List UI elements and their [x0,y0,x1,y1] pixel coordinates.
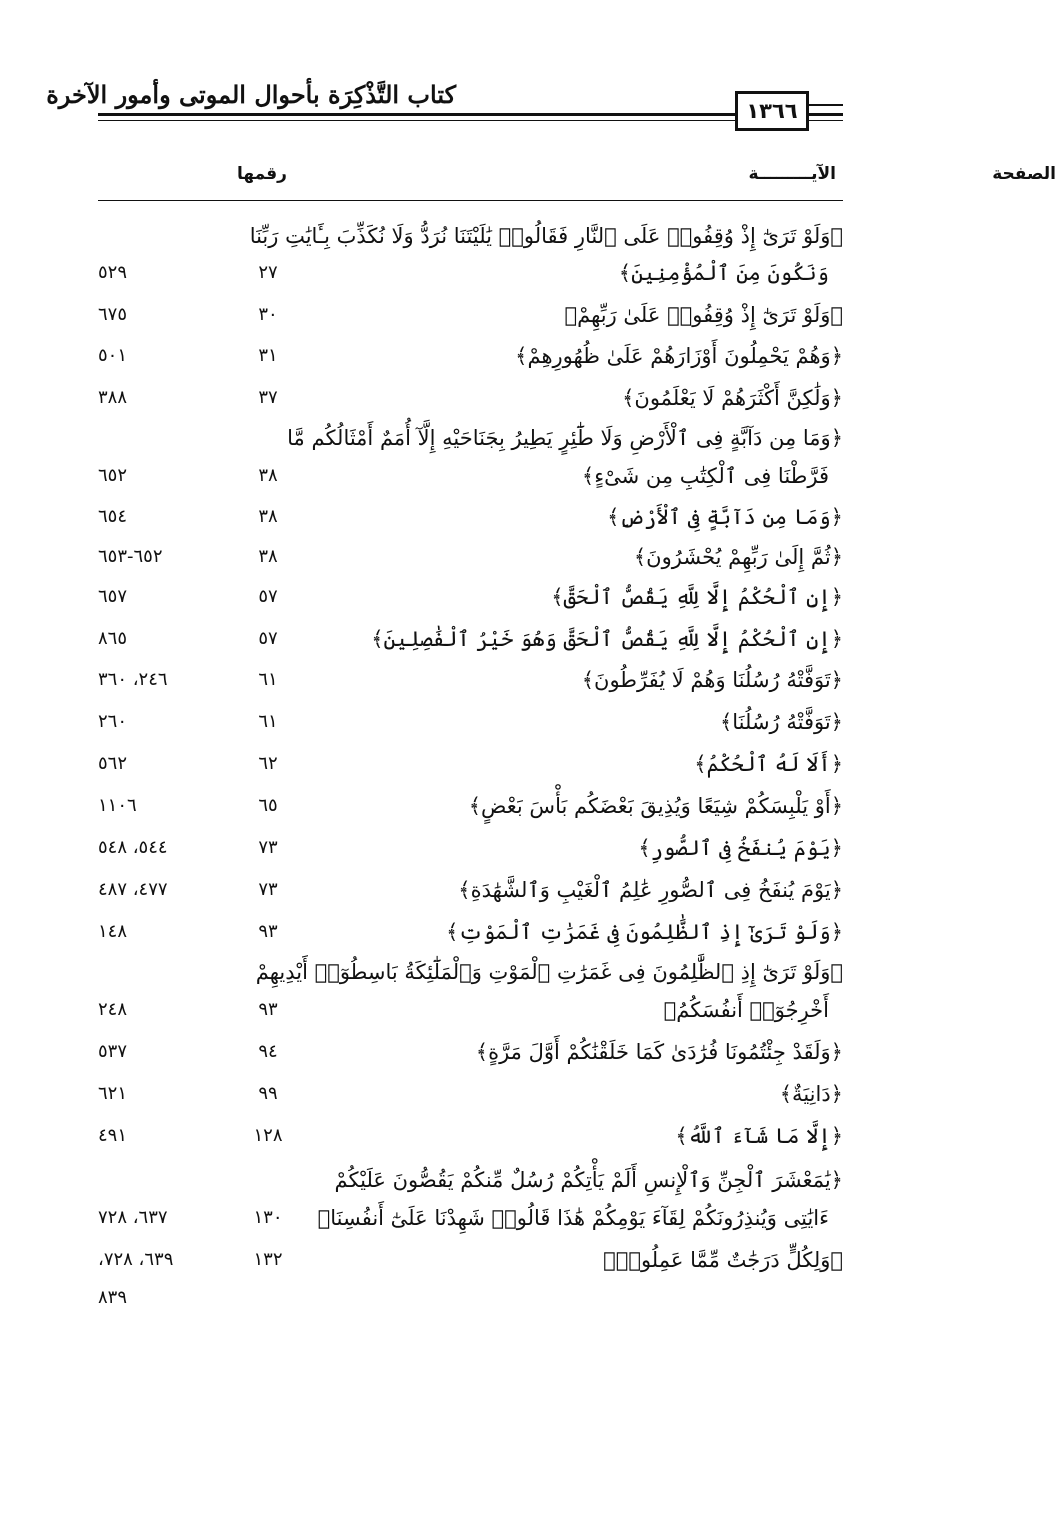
verse-cell: ﴿يَوْمَ يُنفَخُ فِى ٱلصُّورِ﴾ [638,836,843,860]
header-rule-thick [98,113,843,116]
verse-cell: ﴿إِلَّا مَا شَآءَ ٱللَّهُ﴾ [675,1124,843,1148]
table-row [98,990,843,1030]
verse-number-cell: ٣٧ [258,387,278,408]
verse-cell: ﴿أَوْ يَلْبِسَكُمْ شِيَعًا وَيُذِيقَ بَعْضَكُم بَأْسَ بَعْضٍ﴾ [468,794,843,818]
page-reference-cell: ٦٧٥ [98,304,128,325]
table-row [98,1198,843,1238]
header-rule-thin [98,120,843,121]
verse-number-cell: ٣١ [258,345,278,366]
page-reference-cell: ٣٨٨ [98,387,128,408]
verse-cell: ﴿تَوَفَّتْهُ رُسُلُنَا﴾ [719,710,843,734]
verse-cell: أَخْرِجُوٓا۟ أَنفُسَكُمُ﴾ [663,998,829,1022]
table-row [98,702,843,742]
verse-number-cell: ٣٨ [258,465,278,486]
page-reference-cell: ٦٣٩، ٧٢٨، [98,1249,174,1270]
table-row [98,253,843,293]
table-row [98,1032,843,1072]
verse-number-cell: ١٣٠ [253,1207,283,1228]
table-row [98,497,843,537]
page-reference-cell: ٥٢٩ [98,262,128,283]
page-reference-cell: ٦٥٤ [98,506,128,527]
verse-number-cell: ٦١ [258,669,278,690]
verse-cell: ﴿وَلَوْ تَرَىٰٓ إِذْ وُقِفُوا۟ عَلَىٰ رَبِّهِمْ﴾ [564,303,843,327]
verse-cell: ﴿إِنِ ٱلْحُكْمُ إِلَّا لِلَّهِ يَقُصُّ ٱلْحَقَّ وَهُوَ خَيْرُ ٱلْفَٰصِلِينَ﴾ [371,627,843,651]
verse-cell: وَنَكُونَ مِنَ ٱلْمُؤْمِنِينَ﴾ [618,261,829,285]
verse-number-cell: ٦١ [258,711,278,732]
column-heading-rule [98,200,843,201]
verse-number-cell: ٥٧ [258,628,278,649]
table-row [98,1074,843,1114]
column-heading-verse: الآيـــــــــة [748,164,836,184]
verse-number-cell: ٩٣ [258,999,278,1020]
table-row [98,952,843,992]
verse-number-cell: ١٣٢ [253,1249,283,1270]
table-row [98,456,843,496]
verse-cell: ﴿أَلَا لَهُ ٱلْحُكْمُ﴾ [694,752,843,776]
verse-number-cell: ٩٣ [258,921,278,942]
page-reference-cell: ٦٥٢-٦٥٣ [98,546,163,567]
table-row [98,786,843,826]
page-number: ١٣٦٦ [735,91,809,131]
column-heading-page: الصفحة [992,164,1056,184]
page-reference-cell: ٨٣٩ [98,1287,128,1308]
verse-cell: ﴿يَٰمَعْشَرَ ٱلْجِنِّ وَٱلْإِنسِ أَلَمْ يَأْتِكُمْ رُسُلٌ مِّنكُمْ يَقُصُّونَ عَلَيْكُمْ [334,1168,843,1192]
verse-cell: ﴿وَلَٰكِنَّ أَكْثَرَهُمْ لَا يَعْلَمُونَ﴾ [622,386,843,410]
verse-number-cell: ٩٩ [258,1083,278,1104]
table-row [98,1240,843,1280]
verse-number-cell: ٧٣ [258,837,278,858]
table-row [98,660,843,700]
verse-number-cell: ٥٧ [258,586,278,607]
table-row [98,577,843,617]
verse-number-cell: ٩٤ [258,1041,278,1062]
page-reference-cell: ١٤٨ [98,921,128,942]
verse-number-cell: ١٢٨ [253,1125,283,1146]
verse-cell: فَرَّطْنَا فِى ٱلْكِتَٰبِ مِن شَىْءٍ﴾ [581,464,829,488]
verse-cell: ﴿وَلَوْ تَرَىٰٓ إِذِ ٱلظَّٰلِمُونَ فِى غَمَرَٰتِ ٱلْمَوْتِ وَٱلْمَلَٰٓئِكَةُ بَاسِطُوٓا۟ أَيْدِيهِمْ [255,960,843,984]
verse-cell: ءَايَٰتِى وَيُنذِرُونَكُمْ لِقَآءَ يَوْمِكُمْ هَٰذَا قَالُوا۟ شَهِدْنَا عَلَىٰٓ أَنفُسِنَا﴾ [317,1206,829,1230]
table-row [98,295,843,335]
page-reference-cell: ٦٢١ [98,1083,128,1104]
verse-number-cell: ٣٨ [258,546,278,567]
page-reference-cell: ٢٤٨ [98,999,128,1020]
table-row [98,744,843,784]
table-row [98,912,843,952]
table-row [98,1116,843,1156]
table-row [98,418,843,458]
page-reference-cell: ٥٦٢ [98,753,128,774]
verse-cell: ﴿وَلِكُلٍّ دَرَجَٰتٌ مِّمَّا عَمِلُوا۟﴾ [603,1248,843,1272]
verse-cell: ﴿وَهُمْ يَحْمِلُونَ أَوْزَارَهُمْ عَلَىٰ ظُهُورِهِمْ﴾ [515,344,843,368]
header-rule-right [809,104,843,106]
page-reference-cell: ٥٤٤، ٥٤٨ [98,837,168,858]
table-row [98,216,843,256]
verse-cell: ﴿إِنِ ٱلْحُكْمُ إِلَّا لِلَّهِ يَقُصُّ ٱلْحَقَّ﴾ [551,585,843,609]
verse-cell: ﴿ثُمَّ إِلَىٰ رَبِّهِمْ يُحْشَرُونَ﴾ [633,545,843,569]
page-reference-cell: ١١٠٦ [98,795,137,816]
page-reference-cell: ٢٤٦، ٣٦٠ [98,669,168,690]
page-reference-cell: ٦٥٢ [98,465,128,486]
page-reference-cell: ٤٧٧، ٤٨٧ [98,879,168,900]
page-reference-cell: ٨٦٥ [98,628,128,649]
table-row [98,619,843,659]
page-reference-cell: ٢٦٠ [98,711,128,732]
verse-cell: ﴿وَلَوْ تَرَىٰٓ إِذِ ٱلظَّٰلِمُونَ فِى غَمَرَٰتِ ٱلْمَوْتِ﴾ [446,920,843,944]
verse-cell: ﴿وَلَوْ تَرَىٰٓ إِذْ وُقِفُوا۟ عَلَى ٱلنَّارِ فَقَالُوا۟ يَٰلَيْتَنَا نُرَدُّ وَلَا نُكَذِّبَ بِـَٔايَٰتِ رَبِّنَا [249,224,843,248]
table-row [98,336,843,376]
page-reference-cell: ٥٠١ [98,345,128,366]
verse-number-cell: ٣٨ [258,506,278,527]
table-row [98,1278,843,1318]
page-reference-cell: ٥٣٧ [98,1041,128,1062]
verse-cell: ﴿دَانِيَةٌ﴾ [779,1082,843,1106]
page-reference-cell: ٤٩١ [98,1125,128,1146]
verse-number-cell: ٦٢ [258,753,278,774]
verse-cell: ﴿وَمَا مِن دَآبَّةٍ فِى ٱلْأَرْضِ وَلَا طَٰٓئِرٍ يَطِيرُ بِجَنَاحَيْهِ إِلَّآ أُمَمٌ أَمْثَالُكُم مَّا [287,426,843,450]
verse-number-cell: ٧٣ [258,879,278,900]
verse-cell: ﴿تَوَفَّتْهُ رُسُلُنَا وَهُمْ لَا يُفَرِّطُونَ﴾ [581,668,843,692]
verse-cell: ﴿وَمَا مِن دَآبَّةٍ فِى ٱلْأَرْضِ﴾ [607,505,843,529]
verse-number-cell: ٣٠ [258,304,278,325]
table-row [98,537,843,577]
verse-number-cell: ٦٥ [258,795,278,816]
verse-cell: ﴿وَلَقَدْ جِئْتُمُونَا فُرَٰدَىٰ كَمَا خَلَقْنَٰكُمْ أَوَّلَ مَرَّةٍ﴾ [475,1040,843,1064]
table-row [98,378,843,418]
verse-cell: ﴿يَوْمَ يُنفَخُ فِى ٱلصُّورِ عَٰلِمُ ٱلْغَيْبِ وَٱلشَّهَٰدَةِ﴾ [458,878,843,902]
page-reference-cell: ٦٣٧، ٧٢٨ [98,1207,168,1228]
page-reference-cell: ٦٥٧ [98,586,128,607]
table-row [98,1160,843,1200]
table-row [98,828,843,868]
column-heading-number: رقمها [237,164,287,184]
verse-number-cell: ٢٧ [258,262,278,283]
table-row [98,870,843,910]
book-title: كتاب التَّذْكِرَة بأحوال الموتى وأمور الآخرة [46,80,456,109]
